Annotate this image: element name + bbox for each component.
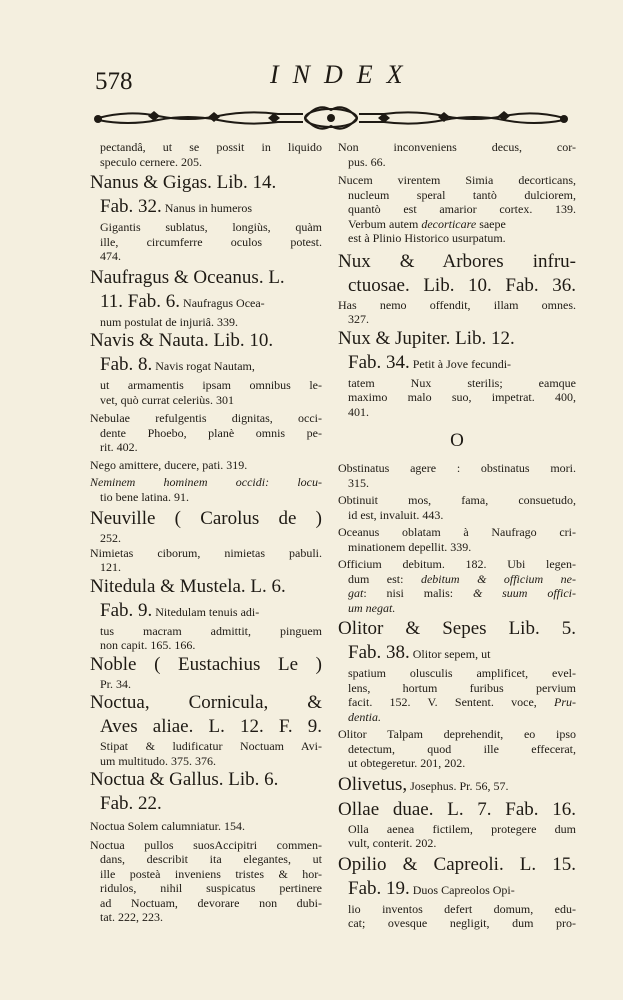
- fable-ref: Fab. 32.: [100, 196, 162, 217]
- index-line: Neminem hominem occidi: locu-: [90, 475, 322, 489]
- index-line: non capit. 165. 166.: [100, 638, 196, 652]
- index-line: [338, 695, 576, 710]
- entry-heading: Olitor & Sepes Lib. 5.: [338, 618, 576, 639]
- index-line: dentia.: [348, 709, 381, 724]
- index-line: ridulos, nihil suspicatus pertinere: [100, 881, 322, 895]
- index-line: Olitor Talpam deprehendit, eo ipso: [338, 727, 576, 741]
- index-line: id est, invaluit. 443.: [348, 507, 444, 522]
- entry-heading: Nanus & Gigas. Lib. 14.: [90, 172, 277, 193]
- index-line: maximo malo suo, impetrat. 400,: [348, 390, 576, 404]
- index-line: 121.: [100, 560, 121, 574]
- index-line: speculo cernere. 205.: [100, 154, 202, 169]
- index-line: Noctua Solem calumniatur. 154.: [90, 819, 245, 833]
- index-line: pus. 66.: [348, 154, 386, 169]
- page-number: 578: [95, 68, 133, 95]
- index-line: detectum, quod ille effecerat,: [348, 741, 576, 756]
- index-line: Noctua pullos suosAccipitri commen-: [90, 837, 322, 852]
- index-line: Nimietas ciborum, nimietas pabuli.: [90, 545, 322, 560]
- index-line: num postulat de injuriâ. 339.: [100, 314, 238, 329]
- entry-heading-line: [90, 290, 322, 315]
- index-line: tio bene latina. 91.: [100, 489, 189, 504]
- index-line: tat. 222, 223.: [100, 910, 163, 924]
- index-line: Nebulae refulgentis dignitas, occi-: [90, 411, 322, 425]
- entry-heading: Noctua, Cornicula, &: [90, 692, 322, 713]
- index-line: Nego amittere, ducere, pati. 319.: [90, 457, 248, 472]
- index-line-text: : nisi malis:: [363, 586, 473, 600]
- entry-heading-line: [338, 877, 576, 902]
- fable-ref: Fab. 38.: [348, 642, 410, 663]
- fable-ref: Fab. 9.: [100, 599, 153, 621]
- index-line: vet, quò currat celeriùs. 301: [100, 392, 234, 407]
- index-line: 315.: [348, 475, 369, 490]
- index-line: um negat.: [348, 600, 396, 615]
- entry-heading-line: [90, 195, 322, 220]
- index-line: 401.: [348, 404, 369, 419]
- index-line-text: Nanus in humeros: [164, 201, 253, 215]
- index-line: tus macram admittit, pinguem: [100, 623, 322, 638]
- index-line-text: saepe: [476, 216, 506, 231]
- index-line-text: Navis rogat Nautam,: [155, 359, 255, 373]
- index-line: Oceanus oblatam à Naufrago cri-: [338, 525, 576, 539]
- index-line: Non inconveniens decus, cor-: [338, 140, 576, 154]
- entry-heading: Opilio & Capreoli. L. 15.: [338, 853, 576, 875]
- entry-heading: Nitedula & Mustela. L. 6.: [90, 575, 286, 597]
- entry-heading-line: [90, 599, 322, 624]
- entry-heading: Fab. 22.: [100, 793, 162, 814]
- index-line: 474.: [100, 249, 121, 263]
- index-line: Pr. 34.: [100, 676, 132, 691]
- index-line: ut obtegeretur. 201, 202.: [348, 756, 466, 770]
- entry-heading: Nux & Arbores infru-: [338, 250, 576, 272]
- index-line: Olla aenea fictilem, protegere dum: [348, 821, 576, 836]
- index-line-text: Verbum autem: [348, 216, 422, 231]
- entry-heading: Naufragus & Oceanus. L.: [90, 266, 285, 288]
- index-line-text: Nitedulam tenuis adi-: [155, 604, 260, 619]
- index-line-text: Naufragus Ocea-: [183, 295, 265, 310]
- index-line: quantò est amarior cortex. 139.: [348, 202, 576, 216]
- section-letter: O: [450, 430, 464, 451]
- index-line-text: Duos Capreolos Opi-: [412, 882, 515, 897]
- index-line-italic: & suum offici-: [472, 586, 576, 600]
- fable-ref: Fab. 34.: [348, 351, 410, 373]
- index-line: lens, hortum furibus pervium: [348, 680, 576, 695]
- entry-heading: ctuosae. Lib. 10. Fab. 36.: [348, 274, 576, 296]
- fable-ref: Fab. 8.: [100, 354, 153, 375]
- entry-heading: Olivetus,: [338, 773, 408, 795]
- fable-ref: 11. Fab. 6.: [100, 290, 181, 312]
- index-line: ad Noctuam, devorare non dubi-: [100, 895, 322, 910]
- left-column: [90, 140, 322, 925]
- index-line: 327.: [348, 312, 369, 326]
- index-line: dente Phoebo, planè omnis pe-: [100, 425, 322, 440]
- fable-ref: Fab. 19.: [348, 877, 410, 899]
- index-line: cat; ovesque negligit, dum pro-: [348, 916, 576, 930]
- index-line-text: dum est:: [348, 571, 421, 586]
- index-line: Has nemo offendit, illam omnes.: [338, 297, 576, 312]
- entry-heading-line: [338, 641, 576, 666]
- index-line: [338, 586, 576, 601]
- index-line: nucleum speral tantò dulciorem,: [348, 187, 576, 202]
- index-line: lio inventos defert domum, edu-: [348, 901, 576, 916]
- page-title: INDEX: [270, 60, 417, 89]
- index-line: Obtinuit mos, fama, consuetudo,: [338, 493, 576, 507]
- right-column: [338, 140, 576, 931]
- index-line: Stipat & ludificatur Noctuam Avi-: [100, 739, 322, 753]
- index-line-italic: gat: [348, 586, 364, 600]
- entry-heading: Aves aliae. L. 12. F. 9.: [100, 716, 322, 737]
- index-line: Obstinatus agere : obstinatus mori.: [338, 461, 576, 475]
- index-line: Gigantis sublatus, longiùs, quàm: [100, 220, 322, 234]
- entry-heading-line: [338, 773, 576, 798]
- index-line: ut armamentis ipsam omnibus le-: [100, 378, 322, 392]
- entry-heading-line: [90, 353, 322, 378]
- index-line: spatium olusculis amplificet, evel-: [348, 666, 576, 680]
- index-line: 252.: [100, 531, 121, 545]
- decorative-rule-ornament: [88, 96, 574, 136]
- index-line: est à Plinio Historico usurpatum.: [348, 231, 506, 245]
- index-line-italic: decorticare: [421, 216, 477, 231]
- index-line: um multitudo. 375. 376.: [100, 753, 217, 768]
- index-line: [338, 572, 576, 587]
- index-line-text: Olitor sepem, ut: [412, 647, 491, 661]
- entry-heading: Neuville ( Carolus de ): [90, 508, 322, 529]
- entry-heading: Ollae duae. L. 7. Fab. 16.: [338, 798, 576, 820]
- index-line-text: facit. 152. V. Sentent. voce,: [348, 695, 554, 709]
- index-line: Nucem virentem Simia decorticans,: [338, 173, 576, 187]
- index-line: [338, 217, 576, 232]
- entry-heading: Nux & Jupiter. Lib. 12.: [338, 327, 515, 349]
- entry-heading: Noble ( Eustachius Le ): [90, 653, 322, 675]
- index-line: ille posteà inveniens tristes & hor-: [100, 866, 322, 881]
- index-line: pectandâ, ut se possit in liquido: [100, 140, 322, 154]
- index-line-italic: debitum & officium ne-: [420, 571, 576, 586]
- index-line-text: Josephus. Pr. 56, 57.: [407, 778, 509, 793]
- index-line: dans, describit ita elegantes, ut: [100, 852, 322, 866]
- index-line: vult, conterit. 202.: [348, 836, 437, 850]
- index-line: Officium debitum. 182. Ubi legen-: [338, 557, 576, 571]
- entry-heading-line: [338, 351, 576, 376]
- entry-heading: Navis & Nauta. Lib. 10.: [90, 330, 274, 351]
- index-line: tatem Nux sterilis; eamque: [348, 375, 576, 390]
- entry-heading: Noctua & Gallus. Lib. 6.: [90, 769, 279, 790]
- index-line: minationem depellit. 339.: [348, 539, 472, 554]
- index-line-italic: Pru-: [554, 695, 576, 709]
- index-line: rit. 402.: [100, 440, 138, 454]
- index-line: ille, circumferre oculos potest.: [100, 234, 322, 249]
- index-line-text: Petit à Jove fecundi-: [412, 356, 512, 371]
